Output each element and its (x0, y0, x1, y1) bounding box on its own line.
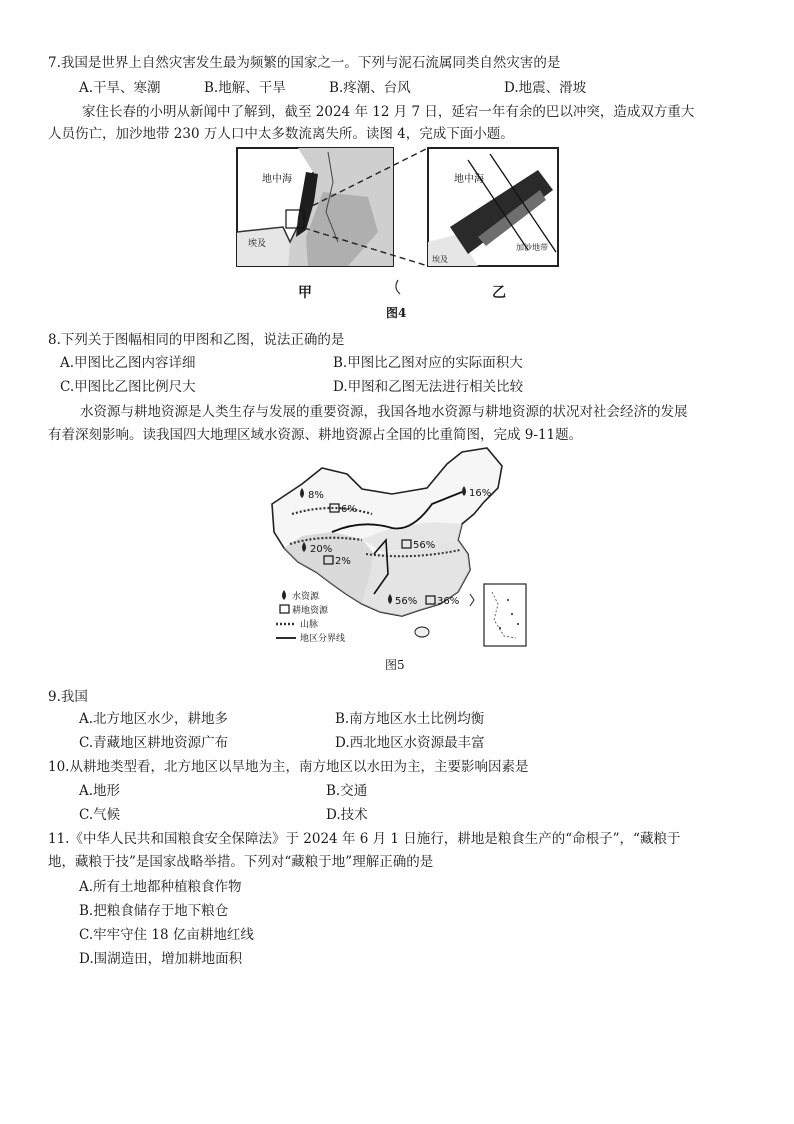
q7-option-c: B.疼潮、台风 (329, 80, 411, 96)
figure-4 (228, 142, 568, 322)
q11-option-b: B.把粮食储存于地下粮仓 (79, 903, 229, 919)
legend-mountain: 山脉 (300, 620, 319, 630)
q10-stem: 10.从耕地类型看，北方地区以旱地为主，南方地区以水田为主，主要影响因素是 (48, 759, 529, 775)
q11-stem-line1: 11.《中华人民共和国粮食安全保障法》于 2024 年 6 月 1 日施行，耕地是粮食生产的“命根子”，“藏粮于 (48, 831, 681, 847)
q9-option-b: B.南方地区水土比例均衡 (335, 711, 485, 727)
fig4-caption-jia: 甲 (298, 285, 312, 301)
legend-boundary: 地区分界线 (300, 634, 346, 644)
q8-option-b: B.甲图比乙图对应的实际面积大 (333, 355, 523, 371)
legend-farmland: 耕地资源 (292, 606, 329, 616)
q9-option-a: A.北方地区水少，耕地多 (79, 711, 229, 727)
q11-option-d: D.围湖造田，增加耕地面积 (79, 951, 243, 967)
q8-stem: 8.下列关于图幅相同的甲图和乙图，说法正确的是 (48, 332, 345, 348)
map-yi-sea-label: 地中海 (454, 174, 484, 185)
map-yi-gaza-label: 加沙地带 (516, 243, 548, 252)
q8-option-d: D.甲图和乙图无法进行相关比较 (333, 379, 524, 395)
fig5-legend (276, 590, 345, 644)
south-water-value: 56% (395, 596, 418, 607)
fig5-caption: 图5 (385, 658, 405, 672)
q10-option-a: A.地形 (79, 783, 121, 799)
figure-5 (262, 444, 532, 674)
north-water-value: 16% (469, 488, 492, 499)
nw-land-value: 6% (341, 504, 357, 515)
q10-option-b: B.交通 (326, 783, 368, 799)
legend-water: 水资源 (292, 592, 320, 602)
q11-stem-line2: 地，藏粮于技”是国家战略举措。下列对“藏粮于地”理解正确的是 (48, 854, 434, 870)
farmland-icon (280, 605, 289, 613)
map-jia-sea-label: 地中海 (262, 174, 292, 185)
q8-option-c: C.甲图比乙图比例尺大 (60, 379, 196, 395)
passage5-line2: 有着深刻影响。读我国四大地理区域水资源、耕地资源占全国的比重简图，完成 9-11题。 (48, 427, 583, 443)
map-jia-egypt-label: 埃及 (248, 239, 267, 249)
fig4-caption-yi: 乙 (492, 285, 506, 301)
q7-option-a: A.干旱、寒潮 (79, 80, 161, 96)
south-china-sea-inset (484, 584, 526, 646)
water-drop-icon (282, 590, 286, 600)
q10-option-c: C.气候 (79, 807, 121, 823)
nw-water-value: 8% (308, 490, 324, 501)
q7-stem: 7.我国是世界上自然灾害发生最为频繁的国家之一。下列与泥石流属同类自然灾害的是 (48, 55, 561, 71)
fig4-caption: 图4 (386, 306, 407, 320)
passage4-line2: 人员伤亡，加沙地带 230 万人口中太多数流离失所。读图 4，完成下面小题。 (48, 126, 514, 142)
passage4-line1: 家住长春的小明从新闻中了解到，截至 2024 年 12 月 7 日，延宕一年有余的巴以冲突，造成双方重大 (82, 104, 695, 120)
map-yi-egypt-label: 埃及 (432, 255, 448, 264)
q11-option-c: C.牢牢守住 18 亿亩耕地红线 (79, 927, 254, 943)
north-land-value: 56% (413, 540, 436, 551)
q8-option-a: A.甲图比乙图内容详细 (60, 355, 196, 371)
q9-option-c: C.青藏地区耕地资源广布 (79, 735, 229, 751)
qt-water-value: 20% (310, 544, 333, 555)
qt-land-value: 2% (335, 556, 351, 567)
south-land-value: 36% (437, 596, 460, 607)
q7-option-b: B.地解、干旱 (204, 80, 286, 96)
q9-stem: 9.我国 (48, 689, 88, 705)
q11-option-a: A.所有土地都种植粮食作物 (79, 879, 242, 895)
q10-option-d: D.技术 (326, 807, 368, 823)
q9-option-d: D.西北地区水资源最丰富 (335, 735, 485, 751)
q7-option-d: D.地震、滑坡 (504, 80, 587, 96)
passage5-line1: 水资源与耕地资源是人类生存与发展的重要资源，我国各地水资源与耕地资源的状况对社会经济的发展 (80, 404, 688, 420)
